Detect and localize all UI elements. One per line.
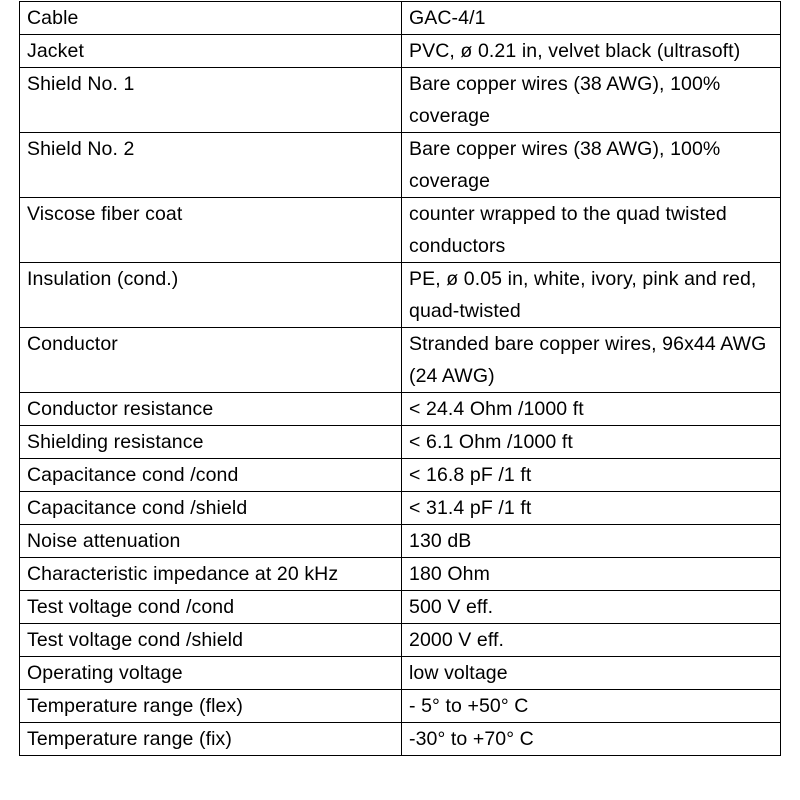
- cable-spec-table: [19, 1, 781, 756]
- property-cell: Capacitance cond /cond: [20, 459, 402, 492]
- property-cell: Noise attenuation: [20, 525, 402, 558]
- table-row: [20, 657, 781, 690]
- value-cell: Stranded bare copper wires, 96x44 AWG (24 AWG): [402, 328, 781, 393]
- property-cell: Temperature range (fix): [20, 723, 402, 756]
- value-cell: 180 Ohm: [402, 558, 781, 591]
- property-cell: Insulation (cond.): [20, 263, 402, 328]
- property-cell: Shield No. 2: [20, 133, 402, 198]
- value-cell: 500 V eff.: [402, 591, 781, 624]
- table-row: [20, 624, 781, 657]
- value-cell: counter wrapped to the quad twisted conductors: [402, 198, 781, 263]
- table-row: [20, 198, 781, 263]
- value-cell: 2000 V eff.: [402, 624, 781, 657]
- property-cell: Test voltage cond /cond: [20, 591, 402, 624]
- table-row: [20, 263, 781, 328]
- property-cell: Operating voltage: [20, 657, 402, 690]
- table-row: [20, 525, 781, 558]
- table-row: [20, 426, 781, 459]
- table-row: [20, 35, 781, 68]
- property-cell: Viscose fiber coat: [20, 198, 402, 263]
- value-cell: < 6.1 Ohm /1000 ft: [402, 426, 781, 459]
- property-cell: Conductor resistance: [20, 393, 402, 426]
- property-cell: Shield No. 1: [20, 68, 402, 133]
- table-row: [20, 133, 781, 198]
- table-row: [20, 723, 781, 756]
- table-row: [20, 459, 781, 492]
- table-row: [20, 328, 781, 393]
- value-cell: < 31.4 pF /1 ft: [402, 492, 781, 525]
- property-cell: Temperature range (flex): [20, 690, 402, 723]
- property-cell: Capacitance cond /shield: [20, 492, 402, 525]
- value-cell: -30° to +70° C: [402, 723, 781, 756]
- value-cell: Bare copper wires (38 AWG), 100% coverage: [402, 133, 781, 198]
- value-cell: low voltage: [402, 657, 781, 690]
- table-row: [20, 591, 781, 624]
- property-cell: Cable: [20, 2, 402, 35]
- table-row: [20, 492, 781, 525]
- property-cell: Conductor: [20, 328, 402, 393]
- value-cell: 130 dB: [402, 525, 781, 558]
- property-cell: Jacket: [20, 35, 402, 68]
- table-row: [20, 68, 781, 133]
- value-cell: Bare copper wires (38 AWG), 100% coverage: [402, 68, 781, 133]
- table-row: [20, 558, 781, 591]
- table-row: [20, 393, 781, 426]
- value-cell: PVC, ø 0.21 in, velvet black (ultrasoft): [402, 35, 781, 68]
- value-cell: < 16.8 pF /1 ft: [402, 459, 781, 492]
- value-cell: < 24.4 Ohm /1000 ft: [402, 393, 781, 426]
- value-cell: PE, ø 0.05 in, white, ivory, pink and red, quad-twisted: [402, 263, 781, 328]
- value-cell: - 5° to +50° C: [402, 690, 781, 723]
- property-cell: Test voltage cond /shield: [20, 624, 402, 657]
- table-row: [20, 690, 781, 723]
- property-cell: Characteristic impedance at 20 kHz: [20, 558, 402, 591]
- property-cell: Shielding resistance: [20, 426, 402, 459]
- table-row: [20, 2, 781, 35]
- value-cell: GAC-4/1: [402, 2, 781, 35]
